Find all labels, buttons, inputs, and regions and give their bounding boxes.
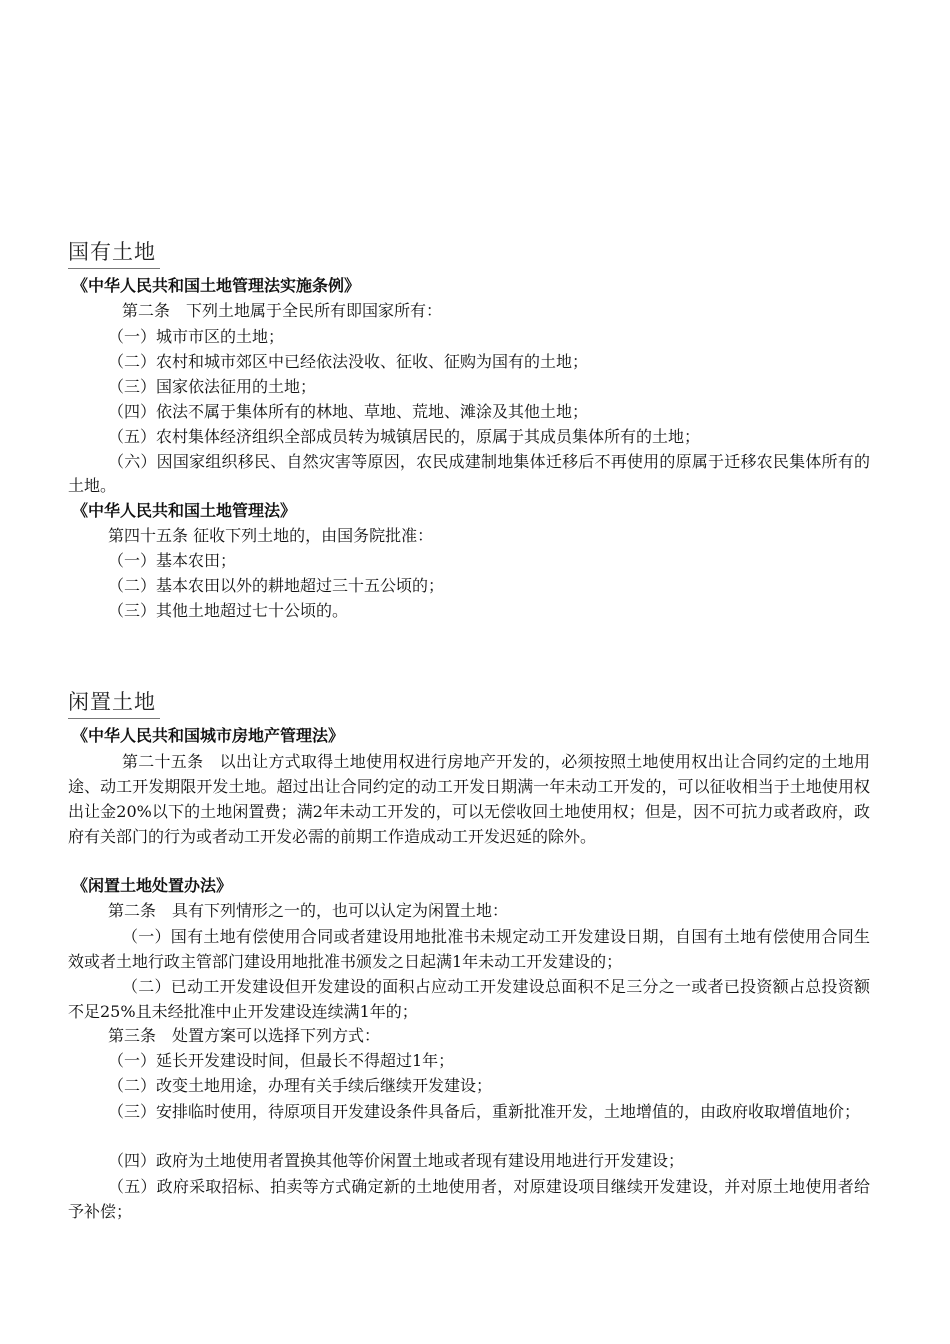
article-line: 第二条 具有下列情形之一的，也可以认定为闲置土地： [108, 901, 509, 920]
law-title-land-admin-law: 《中华人民共和国土地管理法》 [72, 501, 297, 520]
article-line: （二）农村和城市郊区中已经依法没收、征收、征购为国有的土地； [108, 352, 589, 371]
article-line: （一）基本农田； [108, 551, 237, 570]
section-heading-state-land: 国有土地 [68, 236, 160, 269]
article-line: （四）政府为土地使用者置换其他等价闲置土地或者现有建设用地进行开发建设； [108, 1151, 685, 1170]
article-line: （六）因国家组织移民、自然灾害等原因，农民成建制地集体迁移后不再使用的原属于迁移农民集体所有的土地。 [68, 452, 870, 495]
article-line: （三）其他土地超过七十公顷的。 [108, 601, 349, 620]
article-paragraph: （五）政府采取招标、拍卖等方式确定新的土地使用者，对原建设项目继续开发建设，并对原土地使用者给予补偿； [68, 1177, 870, 1221]
article-line: 第三条 处置方案可以选择下列方式： [108, 1026, 381, 1045]
article-line: 第四十五条 征收下列土地的，由国务院批准： [108, 526, 434, 545]
article-line: （二）基本农田以外的耕地超过三十五公顷的； [108, 576, 445, 595]
article-line: （三）国家依法征用的土地； [108, 377, 317, 396]
law-title-urban-real-estate: 《中华人民共和国城市房地产管理法》 [72, 726, 345, 745]
article-paragraph: （一）国有土地有偿使用合同或者建设用地批准书未规定动工开发建设日期，自国有土地有偿使用合同生效或者土地行政主管部门建设用地批准书颁发之日起满1年未动工开发建设的； [68, 927, 870, 971]
section-heading-idle-land: 闲置土地 [68, 686, 160, 719]
article-line: （一）延长开发建设时间，但最长不得超过1年； [108, 1051, 455, 1070]
article-paragraph: （三）安排临时使用，待原项目开发建设条件具备后，重新批准开发，土地增值的，由政府收取增值地价； [108, 1102, 861, 1121]
article-line: 第二条 下列土地属于全民所有即国家所有： [122, 301, 443, 320]
article-line: （五）农村集体经济组织全部成员转为城镇居民的，原属于其成员集体所有的土地； [108, 427, 701, 446]
law-title-idle-land-measures: 《闲置土地处置办法》 [72, 876, 233, 895]
article-paragraph: （二）已动工开发建设但开发建设的面积占应动工开发建设总面积不足三分之一或者已投资额占总投资额不足25%且未经批准中止开发建设连续满1年的； [68, 977, 870, 1021]
article-line: （二）改变土地用途，办理有关手续后继续开发建设； [108, 1076, 493, 1095]
article-line: （四）依法不属于集体所有的林地、草地、荒地、滩涂及其他土地； [108, 402, 589, 421]
article-line: （一）城市市区的土地； [108, 327, 285, 346]
article-paragraph: 第二十五条 以出让方式取得土地使用权进行房地产开发的，必须按照土地使用权出让合同约定的土地用途、动工开发期限开发土地。超过出让合同约定的动工开发日期满一年未动工开发的，可以征收相当于土地使用权出让金20%以下的土地闲置费；满2年未动工开发的，可以无偿收回土地使用权；但是，因不可抗力或者政府，政府有关部门的行为或者动工开发必需的前期工作造成动工开发迟延的除外。 [68, 752, 870, 846]
law-title-land-admin-regulation: 《中华人民共和国土地管理法实施条例》 [72, 276, 361, 295]
